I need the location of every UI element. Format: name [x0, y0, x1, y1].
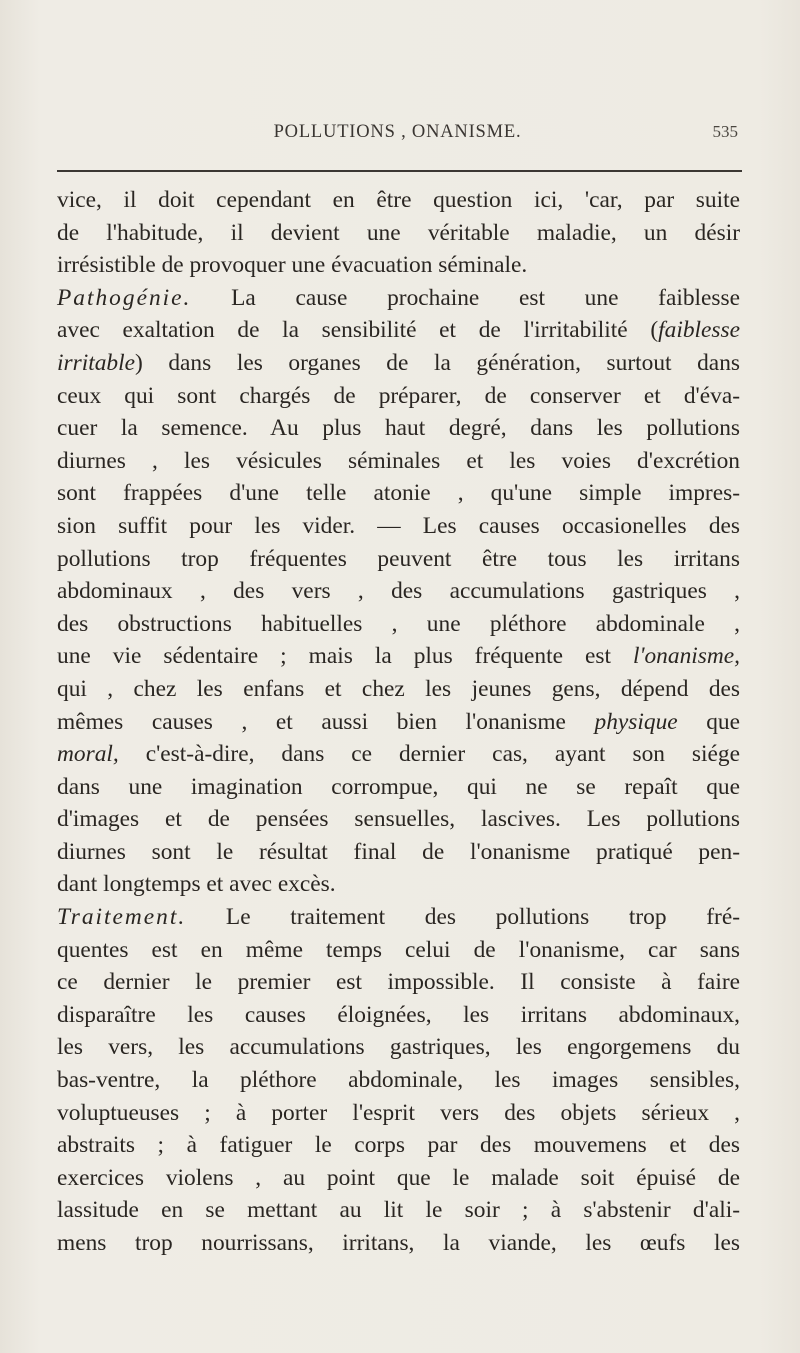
text-line: mêmes causes , et aussi bien l'onanisme physique que: [57, 708, 741, 735]
text-line: vice, il doit cependant en être question ici, 'car, par suite: [57, 187, 740, 213]
text-line: abdominaux , des vers , des accumulations gastriques ,: [57, 578, 740, 605]
text-line: une vie sédentaire ; mais la plus fréquente est l'onanisme,: [57, 643, 740, 670]
text-line: pollutions trop fréquentes peuvent être tous les irritans: [57, 545, 740, 572]
text-line: avec exaltation de la sensibilité et de l'irritabilité (faiblesse: [57, 317, 740, 344]
text-line: sont frappées d'une telle atonie , qu'une simple impres-: [57, 480, 740, 507]
text-line: abstraits ; à fatiguer le corps par des mouvemens et des: [57, 1132, 740, 1159]
text-line: cuer la semence. Au plus haut degré, dans les pollutions: [57, 415, 740, 442]
text-line: irritable) dans les organes de la génération, surtout dans: [57, 349, 740, 376]
text-line: irrésistible de provoquer une évacuation séminale.: [57, 252, 528, 279]
text-line: sion suffit pour les vider. — Les causes occasionelles des: [57, 512, 740, 539]
text-line: dans une imagination corrompue, qui ne se repaît que: [57, 773, 740, 800]
text-line: des obstructions habituelles , une pléthore abdominale ,: [57, 610, 740, 637]
text-line: Traitement. Le traitement des pollutions trop fré-: [57, 904, 740, 931]
text-line: exercices violens , au point que le malade soit épuisé de: [57, 1164, 740, 1191]
text-line: diurnes sont le résultat final de l'onanisme pratiqué pen-: [57, 838, 740, 865]
page-number: 535: [712, 122, 738, 141]
text-line: d'images et de pensées sensuelles, lascives. Les pollutions: [57, 806, 740, 833]
text-line: diurnes , les vésicules séminales et les voies d'excrétion: [57, 447, 740, 474]
text-line: mens trop nourrissans, irritans, la viande, les œufs les: [57, 1230, 740, 1256]
page-header: [55, 122, 740, 152]
header-rule: [57, 170, 742, 172]
text-line: quentes est en même temps celui de l'onanisme, car sans: [57, 936, 740, 963]
text-line: dant longtemps et avec excès.: [57, 871, 336, 898]
text-line: bas-ventre, la pléthore abdominale, les images sensibles,: [57, 1067, 740, 1094]
text-line: disparaître les causes éloignées, les irritans abdominaux,: [57, 1001, 740, 1028]
text-line: ceux qui sont chargés de préparer, de conserver et d'éva-: [57, 382, 740, 409]
text-line: voluptueuses ; à porter l'esprit vers des objets sérieux ,: [57, 1099, 740, 1126]
text-line: les vers, les accumulations gastriques, les engorgemens du: [57, 1034, 740, 1061]
text-line: de l'habitude, il devient une véritable maladie, un désir: [57, 219, 740, 246]
body-text: [57, 184, 740, 1260]
text-line: qui , chez les enfans et chez les jeunes gens, dépend des: [57, 675, 740, 702]
text-line: Pathogénie. La cause prochaine est une faiblesse: [57, 284, 740, 311]
section-heading-pathogenie: Pathogénie.: [57, 284, 192, 311]
text-line: moral, c'est-à-dire, dans ce dernier cas, ayant son siége: [57, 741, 740, 768]
running-title: POLLUTIONS , ONANISME.: [273, 122, 522, 142]
section-heading-traitement: Traitement.: [57, 904, 187, 931]
text-line: lassitude en se mettant au lit le soir ; à s'abstenir d'ali-: [57, 1197, 740, 1224]
text-line: ce dernier le premier est impossible. Il consiste à faire: [57, 969, 740, 996]
